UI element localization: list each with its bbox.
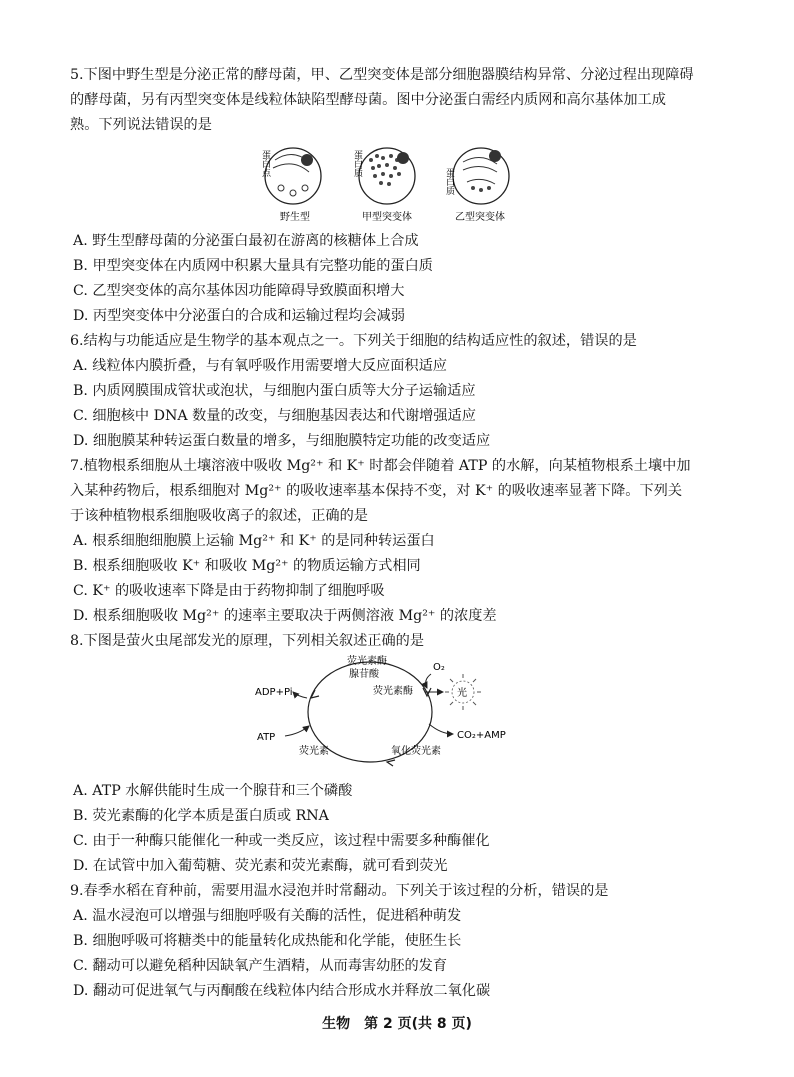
q9-stem-line-1: 9.春季水稻在育种前，需要用温水浸泡并时常翻动。下列关于该过程的分析，错误的是 bbox=[70, 883, 609, 899]
firefly-luminescence-cycle bbox=[245, 654, 535, 774]
q6-option-b: B. 内质网膜围成管状或泡状，与细胞内蛋白质等大分子运输适应 bbox=[73, 383, 476, 399]
fig8-bottom-left-label: 荧光素 bbox=[299, 746, 329, 757]
fig8-bottom-right-label: 氧化荧光素 bbox=[391, 746, 441, 757]
fig8-top-line2: 腺苷酸 bbox=[349, 669, 379, 680]
q8-option-d: D. 在试管中加入葡萄糖、荧光素和荧光素酶，就可看到荧光 bbox=[73, 858, 448, 874]
type-b-mutant-cell bbox=[444, 148, 509, 223]
q7-stem-line-1: 7.植物根系细胞从土壤溶液中吸收 Mg²⁺ 和 K⁺ 时都会伴随着 ATP 的水解，向某植物根系土壤中加 bbox=[70, 458, 691, 474]
q9-option-d: D. 翻动可促进氧气与丙酮酸在线粒体内结合形成水并释放二氧化碳 bbox=[73, 983, 491, 999]
q7-option-c: C. K⁺ 的吸收速率下降是由于药物抑制了细胞呼吸 bbox=[73, 583, 385, 599]
fig5-label-wild-type: 野生型 bbox=[280, 212, 310, 223]
light-burst-icon bbox=[445, 674, 481, 710]
yeast-secretion-figure bbox=[245, 138, 525, 230]
q5-stem-line-3: 熟。下列说法错误的是 bbox=[70, 117, 212, 133]
q7-option-b: B. 根系细胞吸收 K⁺ 和吸收 Mg²⁺ 的物质运输方式相同 bbox=[73, 558, 421, 574]
q5-option-c: C. 乙型突变体的高尔基体因功能障碍导致膜面积增大 bbox=[73, 283, 405, 299]
q6-option-c: C. 细胞核中 DNA 数量的改变，与细胞基因表达和代谢增强适应 bbox=[73, 408, 476, 424]
wild-type-cell bbox=[260, 148, 321, 223]
cycle-arrow-bottom bbox=[387, 760, 395, 766]
q5-option-b: B. 甲型突变体在内质网中积累大量具有完整功能的蛋白质 bbox=[73, 258, 433, 274]
q6-stem-line-1: 6.结构与功能适应是生物学的基本观点之一。下列关于细胞的结构适应性的叙述，错误的是 bbox=[70, 333, 637, 349]
fig8-atp-label: ATP bbox=[257, 732, 276, 743]
fig8-light-label: 光 bbox=[457, 688, 467, 699]
q9-option-a: A. 温水浸泡可以增强与细胞呼吸有关酶的活性，促进稻种萌发 bbox=[73, 908, 462, 924]
q7-option-d: D. 根系细胞吸收 Mg²⁺ 的速率主要取决于两侧溶液 Mg²⁺ 的浓度差 bbox=[73, 608, 497, 624]
fig8-middle-label: 荧光素酶 bbox=[373, 686, 413, 697]
fig5-side-label-1: 蛋白点 bbox=[260, 150, 270, 177]
q5-stem-line-1: 5.下图中野生型是分泌正常的酵母菌，甲、乙型突变体是部分细胞器膜结构异常、分泌过程出现障碍 bbox=[70, 67, 694, 83]
fig5-label-type-b: 乙型突变体 bbox=[455, 212, 505, 223]
fig8-top-line1: 荧光素酶 bbox=[347, 656, 387, 667]
q9-option-b: B. 细胞呼吸可将糖类中的能量转化成热能和化学能，使胚生长 bbox=[73, 933, 462, 949]
fig5-side-label-2: 蛋白质 bbox=[352, 150, 362, 177]
fig5-label-type-a: 甲型突变体 bbox=[362, 212, 412, 223]
q5-option-a: A. 野生型酵母菌的分泌蛋白最初在游离的核糖体上合成 bbox=[73, 233, 419, 249]
q8-option-a: A. ATP 水解供能时生成一个腺苷和三个磷酸 bbox=[73, 783, 353, 799]
type-a-mutant-cell bbox=[352, 148, 415, 223]
q5-stem-line-2: 的酵母菌，另有丙型突变体是线粒体缺陷型酵母菌。图中分泌蛋白需经内质网和高尔基体加工成 bbox=[70, 92, 666, 108]
q5-option-d: D. 丙型突变体中分泌蛋白的合成和运输过程均会减弱 bbox=[73, 308, 406, 324]
q9-option-c: C. 翻动可以避免稻种因缺氧产生酒精，从而毒害幼胚的发育 bbox=[73, 958, 448, 974]
fig8-co2-label: CO₂+AMP bbox=[457, 730, 506, 741]
fig8-adp-label: ADP+Pi bbox=[255, 687, 293, 698]
q8-stem-line-1: 8.下图是萤火虫尾部发光的原理，下列相关叙述正确的是 bbox=[70, 633, 425, 649]
q7-stem-line-2: 入某种药物后，根系细胞对 Mg²⁺ 的吸收速率基本保持不变，对 K⁺ 的吸收速率显著下降。下列关 bbox=[70, 483, 683, 499]
q6-option-a: A. 线粒体内膜折叠，与有氧呼吸作用需要增大反应面积适应 bbox=[73, 358, 447, 374]
q7-stem-line-3: 于该种植物根系细胞吸收离子的叙述，正确的是 bbox=[70, 508, 368, 524]
q8-option-c: C. 由于一种酶只能催化一种或一类反应，该过程中需要多种酶催化 bbox=[73, 833, 490, 849]
fig5-side-label-3: 蛋白质 bbox=[444, 168, 454, 195]
q6-option-d: D. 细胞膜某种转运蛋白数量的增多，与细胞膜特定功能的改变适应 bbox=[73, 433, 491, 449]
fig8-o2-label: O₂ bbox=[433, 662, 445, 673]
page-footer: 生物 第 2 页(共 8 页) bbox=[322, 1016, 472, 1032]
q8-option-b: B. 荧光素酶的化学本质是蛋白质或 RNA bbox=[73, 808, 329, 824]
q7-option-a: A. 根系细胞细胞膜上运输 Mg²⁺ 和 K⁺ 的是同种转运蛋白 bbox=[73, 533, 435, 549]
